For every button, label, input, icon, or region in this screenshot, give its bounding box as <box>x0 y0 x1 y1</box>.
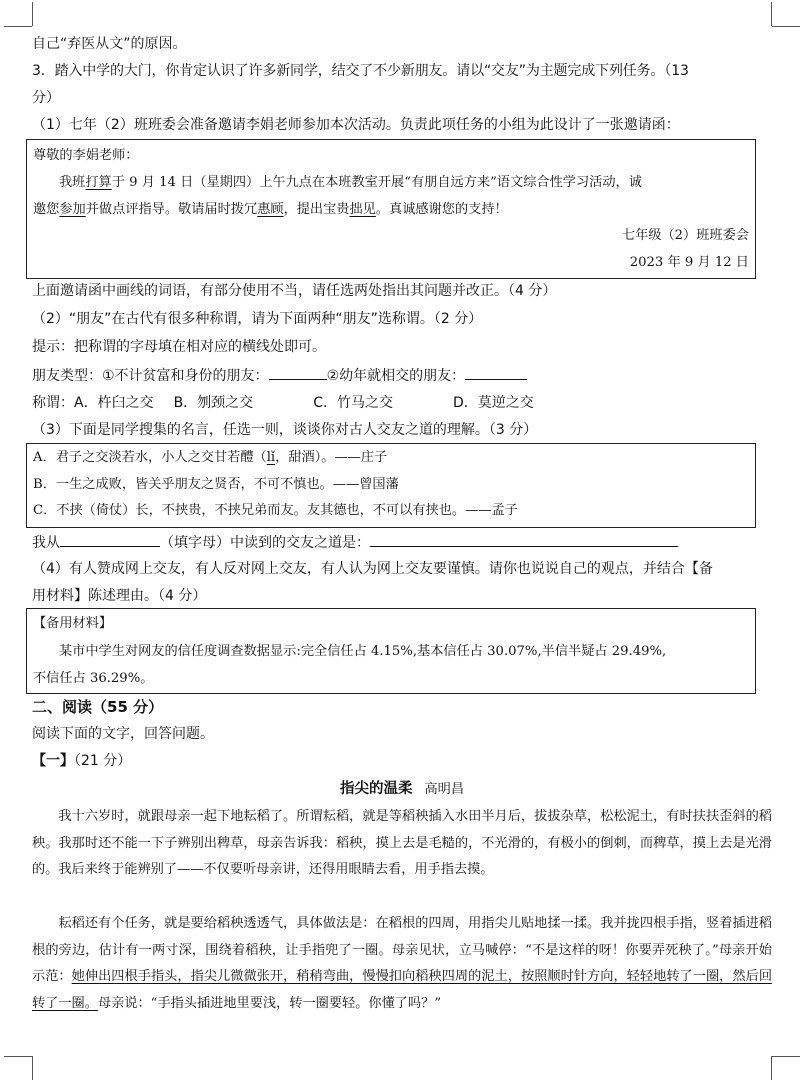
quote-c: C．不挟（倚仗）长，不挟贵，不挟兄弟而友。友其德也，不可以有挟也。——孟子 <box>33 503 518 518</box>
underlined-word: 拙见 <box>349 202 376 217</box>
underlined-word: 惠顾 <box>257 202 284 217</box>
article-paragraph: 耘稻还有个任务，就是要给稻秧透透气，具体做法是：在稻根的四周，用指尖儿贴地揉一揉。我并拢四根手指，竖着插进稻根的旁边，估计有一两寸深，围绕着稻秧，让手指兜了一圈。母亲见状，立马喊停：“不是这样的呀！你要弄死秧了。”母亲开始示范：她伸出四根手指头，指尖儿微微张开，稍稍弯曲，慢慢扣向稻秧四周的泥土，按照顺时针方向，轻轻地转了一圈，然后回转了一圈。母亲说：“手指头插进地里要浅，转一圈要轻。你懂了吗？” <box>32 916 773 1011</box>
article-paragraph: 我十六岁时，就跟母亲一起下地耘稻了。所谓耘稻，就是等稻秧插入水田半月后，拔拔杂草，松松泥土，有时扶扶歪斜的稻秧。我那时还不能一下子辨别出稗草，母亲告诉我：稻秧，摸上去是毛糙的，不光滑的，有极小的倒刺，而稗草，摸上去是光滑的。我后来终于能辨别了——不仅要听母亲讲，还得用眼睛去看，用手指去摸。 <box>32 809 772 878</box>
section-heading: 二、阅读（55 分） <box>32 698 164 716</box>
quote-a: A．君子之交淡若水，小人之交甘若醴（lǐ，甜酒）。——庄子 <box>33 450 388 465</box>
crop-mark <box>772 1056 800 1057</box>
invitation-body-line: 邀您参加并做点评指导。敬请届时拨冗惠顾，提出宝贵拙见。真诚感谢您的支持！ <box>33 202 508 217</box>
underlined-word: 打算 <box>85 175 112 190</box>
invitation-date: 2023 年 9 月 12 日 <box>629 255 749 270</box>
article-author: 高明昌 <box>424 782 465 797</box>
quotes-box <box>26 443 756 528</box>
option-c: C．竹马之交 <box>313 395 393 411</box>
task-2-prompt: （2）“朋友”在古代有很多种称谓，请为下面两种“朋友”选称谓。（2 分） <box>32 311 483 327</box>
quote-b: B．一生之成败，皆关乎朋友之贤否，不可不慎也。——曾国藩 <box>33 477 399 492</box>
option-a: A．杵臼之交 <box>74 395 154 411</box>
crop-mark <box>32 2 33 26</box>
crop-mark <box>772 26 800 27</box>
backup-material-box <box>26 608 756 694</box>
answer-blank[interactable] <box>465 365 527 380</box>
task-3-answer-line: 我从 （填字母）中读到的交友之道是： <box>32 532 678 553</box>
answer-blank[interactable] <box>269 365 327 380</box>
task-2-hint: 提示：把称谓的字母填在相对应的横线处即可。 <box>32 339 326 355</box>
task-1-prompt: （1）七年（2）班班委会准备邀请李娟老师参加本次活动。负责此项任务的小组为此设计了一张邀请函： <box>32 117 680 133</box>
text-line: 自己“弃医从文”的原因。 <box>32 36 187 52</box>
underlined-word: 参加 <box>59 202 86 217</box>
invitation-letter <box>26 139 756 279</box>
answer-blank[interactable] <box>60 532 160 547</box>
reading-instruction: 阅读下面的文字，回答问题。 <box>32 726 214 742</box>
material-text: 不信任占 36.29%。 <box>33 671 154 686</box>
invitation-signature: 七年级（2）班班委会 <box>621 228 749 243</box>
friend-types-line: 朋友类型：①不计贫富和身份的朋友： ②幼年就相交的朋友： <box>32 365 527 386</box>
crop-mark <box>4 1056 32 1057</box>
invitation-greeting: 尊敬的李娟老师： <box>33 148 139 163</box>
options-line: 称谓：A．杵臼之交 B．刎颈之交 C．竹马之交 D．莫逆之交 <box>32 395 534 411</box>
text-line: 分） <box>32 90 60 106</box>
option-b: B．刎颈之交 <box>173 395 254 411</box>
crop-mark <box>32 1056 33 1080</box>
material-heading: 【备用材料】 <box>33 616 113 631</box>
article-title-line <box>32 779 772 800</box>
crop-mark <box>771 2 772 26</box>
task-3-prompt: （3）下面是同学搜集的名言，任选一则，谈谈你对古人交友之道的理解。（3 分） <box>32 422 538 438</box>
crop-mark <box>771 1056 772 1080</box>
underlined-sentence: 她伸出四根手指头，指尖儿微微张开，稍稍弯曲，慢慢扣向稻秧四周的泥土，按照顺时针方向，轻轻地转了一圈，然后回转了一圈。 <box>32 969 773 1011</box>
answer-blank[interactable] <box>370 532 678 547</box>
task-1-question: 上面邀请函中画线的词语，有部分使用不当，请任选两处指出其问题并改正。（4 分） <box>32 283 557 299</box>
task-4-prompt-cont: 用材料】陈述理由。（4 分） <box>32 588 207 604</box>
task-4-prompt: （4）有人赞成网上交友，有人反对网上交友，有人认为网上交友要谨慎。请你也说说自己的观点，并结合【备 <box>32 561 713 577</box>
question-3-intro: 3．踏入中学的大门，你肯定认识了许多新同学，结交了不少新朋友。请以“交友”为主题完成下列任务。（13 <box>32 63 689 79</box>
crop-mark <box>4 26 32 27</box>
invitation-body-line: 我班打算于 9 月 14 日（星期四）上午九点在本班教室开展“有朋自远方来”语文综合性学习活动，诚 <box>59 175 642 190</box>
article-title: 指尖的温柔 <box>339 780 413 797</box>
part-1-heading: 【一】（21 分） <box>32 753 132 769</box>
material-text: 某市中学生对网友的信任度调查数据显示:完全信任占 4.15%,基本信任占 30.07%,半信半疑占 29.49%, <box>59 644 667 659</box>
option-d: D．莫逆之交 <box>452 395 534 411</box>
